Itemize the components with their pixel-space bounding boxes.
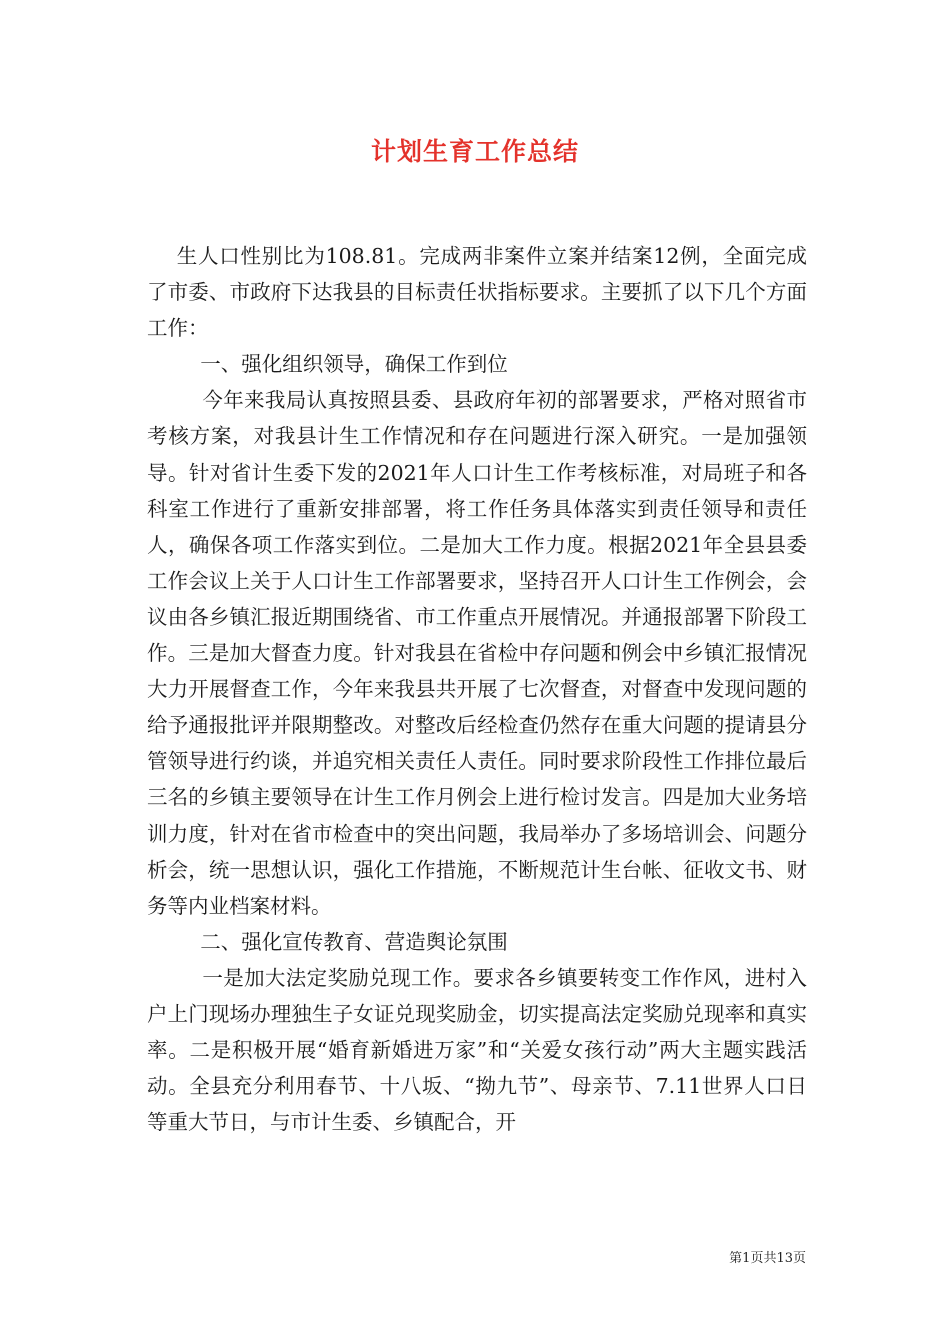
- paragraph-section-2: 一是加大法定奖励兑现工作。要求各乡镇要转变工作作风，进村入户上门现场办理独生子女证兑现奖励金，切实提高法定奖励兑现率和真实率。二是积极开展“婚育新婚进万家”和“关爱女孩行动”两大主题实践活动。全县充分利用春节、十八坂、“拗九节”、母亲节、7.11世界人口日等重大节日，与市计生委、乡镇配合，开: [147, 965, 807, 1135]
- section-heading-1: 一、强化组织领导，确保工作到位: [200, 352, 508, 377]
- page-number: 第1页共13页: [729, 1251, 806, 1266]
- section-heading-2: 二、强化宣传教育、营造舆论氛围: [200, 929, 508, 954]
- document-title: 计划生育工作总结: [370, 137, 579, 166]
- paragraph-intro: 生人口性别比为108.81。完成两非案件立案并结案12例，全面完成了市委、市政府下达我县的目标责任状指标要求。主要抓了以下几个方面工作：: [147, 244, 807, 341]
- paragraph-section-1: 今年来我局认真按照县委、县政府年初的部署要求，严格对照省市考核方案，对我县计生工作情况和存在问题进行深入研究。一是加强领导。针对省计生委下发的2021年人口计生工作考核标准，对局班子和各科室工作进行了重新安排部署，将工作任务具体落实到责任领导和责任人，确保各项工作落实到位。二是加大工作力度。根据2021年全县县委工作会议上关于人口计生工作部署要求，坚持召开人口计生工作例会，会议由各乡镇汇报近期围绕省、市工作重点开展情况。并通报部署下阶段工作。三是加大督查力度。针对我县在省检中存问题和例会中乡镇汇报情况大力开展督查工作，今年来我县共开展了七次督查，对督查中发现问题的给予通报批评并限期整改。对整改后经检查仍然存在重大问题的提请县分管领导进行约谈，并追究相关责任人责任。同时要求阶段性工作排位最后三名的乡镇主要领导在计生工作月例会上进行检讨发言。四是加大业务培训力度，针对在省市检查中的突出问题，我局举办了多场培训会、问题分析会，统一思想认识，强化工作措施，不断规范计生台帐、征收文书、财务等内业档案材料。: [147, 388, 807, 918]
- document-body: [147, 238, 807, 1140]
